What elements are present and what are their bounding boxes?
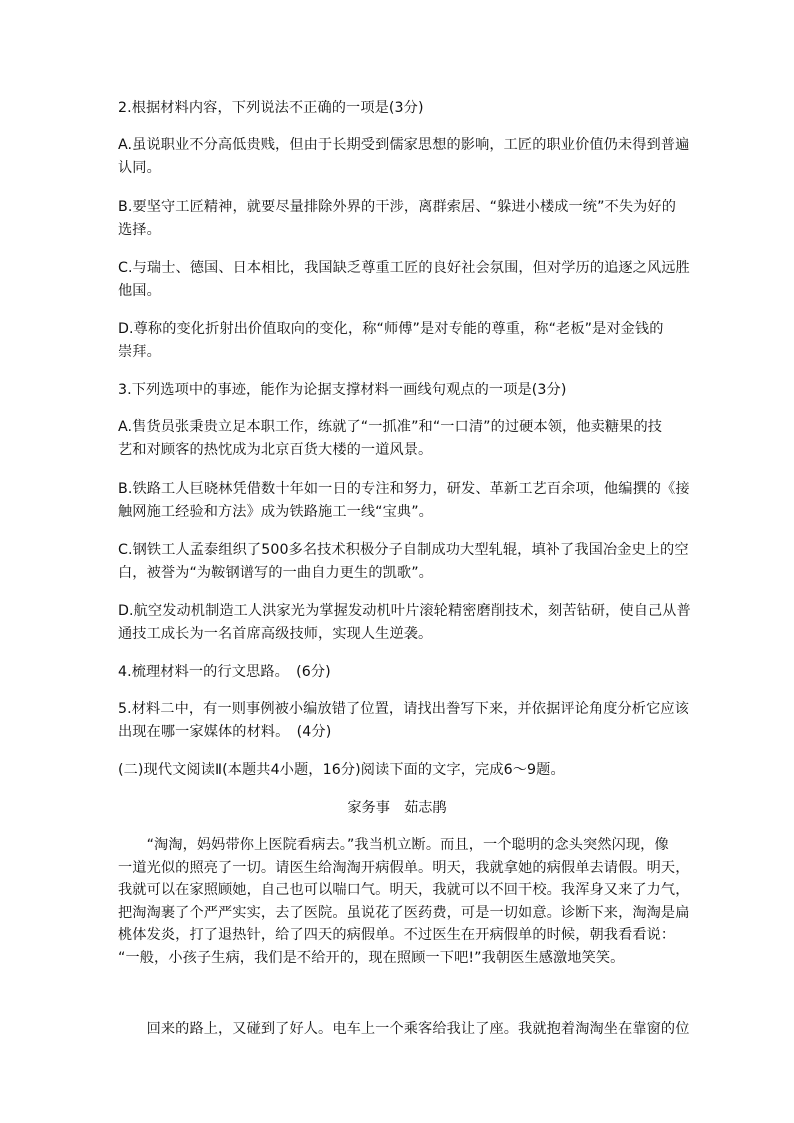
question-4: 4.梳理材料一的行文思路。 (6分) xyxy=(118,664,331,680)
story-title: 家务事 茹志鹃 xyxy=(347,800,447,816)
question-3-option-b: B.铁路工人巨晓林凭借数十年如一日的专注和努力，研发、革新工艺百余项，他编撰的《接 触网施工经验和方法》成为铁路施工一线“宝典”。 xyxy=(118,481,690,520)
question-2-option-c: C.与瑞士、德国、日本相比，我国缺乏尊重工匠的良好社会氛围，但对学历的追逐之风远胜 他国。 xyxy=(118,260,690,299)
question-5: 5.材料二中，有一则事例被小编放错了位置，请找出誊写下来，并依据评论角度分析它应该 出现在哪一家媒体的材料。 (4分) xyxy=(118,701,689,740)
question-3-option-c: C.钢铁工人孟泰组织了500多名技术积极分子自制成功大型轧辊，填补了我国冶金史上的空 白，被誉为“为鞍钢谱写的一曲自力更生的凯歌”。 xyxy=(118,542,689,581)
question-3-option-d: D.航空发动机制造工人洪家光为掌握发动机叶片滚轮精密磨削技术，刻苦钻研，使自己从普 通技工成长为一名首席高级技师，实现人生逆袭。 xyxy=(118,603,691,642)
question-2-option-b: B.要坚守工匠精神，就要尽量排除外界的干涉，离群索居、“躲进小楼成一统”不失为好的 选择。 xyxy=(118,199,676,238)
question-2-stem: 2.根据材料内容，下列说法不正确的一项是(3分) xyxy=(118,100,424,116)
question-2-option-a: A.虽说职业不分高低贵贱，但由于长期受到儒家思想的影响，工匠的职业价值仍未得到普遍 认同。 xyxy=(118,137,690,176)
story-paragraph-1: “淘淘，妈妈带你上医院看病去。”我当机立断。而且，一个聪明的念头突然闪现，像 一道光似的照亮了一切。请医生给淘淘开病假单。明天，我就拿她的病假单去请假。明天， 我就可以在家照顾她，自己也可以喘口气。明天，我就可以不回干校。我浑身又来了力气， 把淘淘裹了个严严实实，去了医院。虽说花了医药费，可是一切如意。诊断下来，淘淘是扁 桃体发炎，打了退热针，给了四天的病假单。不过医生在开病假单的时候，朝我看看说： “一般，小孩子生病，我们是不给开的，现在照顾一下吧!”我朝医生感激地笑笑。 xyxy=(118,837,690,966)
question-3-stem: 3.下列选项中的事迹，能作为论据支撑材料一画线句观点的一项是(3分) xyxy=(118,382,567,398)
question-3-option-a: A.售货员张秉贵立足本职工作，练就了“一抓准”和“一口清”的过硬本领，他卖糖果的技 艺和对顾客的热忱成为北京百货大楼的一道风景。 xyxy=(118,419,663,458)
story-paragraph-2: 回来的路上，又碰到了好人。电车上一个乘客给我让了座。我就抱着淘淘坐在靠窗的位 xyxy=(118,1021,690,1037)
section-2-heading: (二)现代文阅读Ⅱ(本题共4小题，16分)阅读下面的文字，完成6～9题。 xyxy=(118,762,565,778)
question-2-option-d: D.尊称的变化折射出价值取向的变化，称“师傅”是对专能的尊重，称“老板”是对金钱的 崇拜。 xyxy=(118,321,664,360)
